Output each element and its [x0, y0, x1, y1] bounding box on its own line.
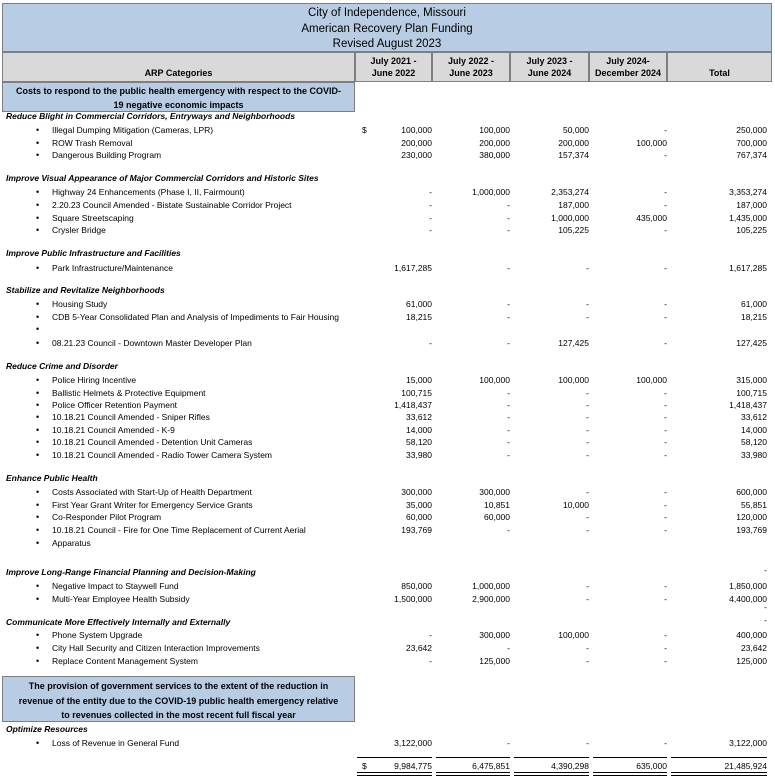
- amount-col2: 10,851: [484, 500, 510, 510]
- line-item: [0, 224, 775, 236]
- amount-col2: 300,000: [479, 630, 510, 640]
- amount-col3: 10,000: [563, 500, 589, 510]
- amount-col2: -: [507, 412, 510, 422]
- amount-col4: 435,000: [636, 213, 667, 223]
- bullet-icon: •: [36, 400, 40, 410]
- amount-total: 700,000: [736, 138, 767, 148]
- amount-col4: -: [664, 200, 667, 210]
- amount-col3: -: [586, 643, 589, 653]
- amount-total: 1,435,000: [729, 213, 767, 223]
- bullet-icon: •: [36, 375, 40, 385]
- amount-col3: -: [586, 425, 589, 435]
- line-item-label: Costs Associated with Start-Up of Health Department: [52, 487, 252, 497]
- title-program: American Recovery Plan Funding: [301, 22, 473, 35]
- line-item-label: Police Hiring Incentive: [52, 375, 137, 385]
- line-item-label: Co-Responder Pilot Program: [52, 512, 162, 522]
- line-item: [0, 642, 775, 654]
- amount-col4: -: [664, 263, 667, 273]
- amount-col3: -: [586, 656, 589, 666]
- bullet-icon: •: [36, 500, 40, 510]
- bullet-icon: •: [36, 213, 40, 223]
- amount-total: 55,851: [741, 500, 767, 510]
- line-item: [0, 511, 775, 523]
- section1-line2: 19 negative economic impacts: [113, 100, 244, 110]
- category-heading: Improve Public Infrastructure and Facilities: [6, 248, 181, 258]
- title-revision: Revised August 2023: [332, 38, 442, 50]
- total-rule: [593, 757, 667, 758]
- amount-col3: -: [586, 738, 589, 748]
- amount-col2: -: [507, 450, 510, 460]
- title-city: City of Independence, Missouri: [308, 7, 466, 19]
- line-item-label: Police Officer Retention Payment: [52, 400, 178, 410]
- amount-col4: -: [664, 225, 667, 235]
- amount-total: 767,374: [736, 150, 767, 160]
- total-rule: [514, 757, 589, 758]
- amount-col4: -: [664, 630, 667, 640]
- amount-col4: -: [664, 187, 667, 197]
- header-col2: [432, 52, 510, 82]
- line-item-label: Crysler Bridge: [52, 225, 106, 235]
- line-item-label: Square Streetscaping: [52, 213, 134, 223]
- amount-col3: -: [586, 400, 589, 410]
- amount-col3: -: [586, 312, 589, 322]
- amount-col2: -: [507, 338, 510, 348]
- line-item: [0, 411, 775, 423]
- line-item-label: City Hall Security and Citizen Interaction Improvements: [52, 643, 260, 653]
- total-rule: [671, 757, 767, 758]
- bullet-icon: •: [36, 263, 40, 273]
- header-col4: [589, 52, 667, 82]
- amount-col1: 1,500,000: [394, 594, 432, 604]
- header-total-label: Total: [709, 68, 730, 78]
- bullet-icon: •: [36, 525, 40, 535]
- line-item-label: 2.20.23 Council Amended - Bistate Sustainable Corridor Project: [52, 200, 292, 210]
- dollar-sign: $: [362, 125, 367, 135]
- amount-col4: -: [664, 643, 667, 653]
- totals-row: [0, 760, 775, 772]
- line-item: [0, 262, 775, 274]
- amount-col2: -: [507, 425, 510, 435]
- amount-col1: -: [429, 225, 432, 235]
- total-double-rule: [357, 772, 432, 776]
- line-item: [0, 737, 775, 749]
- section2-line2: revenue of the entity due to the COVID-19 public health emergency relative: [18, 695, 339, 706]
- line-item: [0, 124, 775, 136]
- amount-col3: 100,000: [558, 375, 589, 385]
- amount-col2: -: [507, 437, 510, 447]
- amount-total: 1,418,437: [729, 400, 767, 410]
- line-item-label-continued: Apparatus: [52, 538, 91, 548]
- line-item: [0, 436, 775, 448]
- amount-col4: -: [664, 400, 667, 410]
- line-item: [0, 449, 775, 461]
- category-heading: Optimize Resources: [6, 724, 88, 734]
- line-item-label: Loss of Revenue in General Fund: [52, 738, 180, 748]
- bullet-icon: •: [36, 225, 40, 235]
- line-item-label: Negative Impact to Staywell Fund: [52, 581, 179, 591]
- header-col3-line2: June 2024: [527, 68, 572, 78]
- line-item: [0, 311, 775, 323]
- header-total: [667, 52, 772, 82]
- bullet-icon: •: [36, 187, 40, 197]
- bullet-icon: •: [36, 412, 40, 422]
- amount-col4: -: [664, 738, 667, 748]
- amount-col2: -: [507, 388, 510, 398]
- line-item-label: 10.18.21 Council Amended - Detention Unit Cameras: [52, 437, 253, 447]
- line-item-label: Replace Content Management System: [52, 656, 198, 666]
- header-col2-line2: June 2023: [449, 68, 493, 78]
- bullet-icon: •: [36, 512, 40, 522]
- header-col4-line1: July 2024-: [606, 56, 650, 66]
- amount-col3: -: [586, 450, 589, 460]
- line-item: [0, 337, 775, 349]
- amount-col4: -: [664, 412, 667, 422]
- line-item: [0, 399, 775, 411]
- bullet-icon: •: [36, 425, 40, 435]
- amount-col4: -: [664, 437, 667, 447]
- line-item: [0, 387, 775, 399]
- amount-col1: 3,122,000: [394, 738, 432, 748]
- amount-col1: -: [429, 213, 432, 223]
- amount-col1: 1,617,285: [394, 263, 432, 273]
- header-col1: [355, 52, 432, 82]
- amount-col2: 2,900,000: [472, 594, 510, 604]
- amount-col2: -: [507, 213, 510, 223]
- line-item-label: 10.18.21 Council Amended - K-9: [52, 425, 175, 435]
- amount-col4: -: [664, 594, 667, 604]
- amount-total: 193,769: [736, 525, 767, 535]
- amount-total: 120,000: [736, 512, 767, 522]
- stray-dash: -: [764, 602, 767, 612]
- line-item: [0, 655, 775, 667]
- amount-col1: -: [429, 200, 432, 210]
- amount-col2: 1,000,000: [472, 187, 510, 197]
- amount-col1: -: [429, 630, 432, 640]
- line-item-label: Multi-Year Employee Health Subsidy: [52, 594, 190, 604]
- amount-col1: 33,612: [406, 412, 432, 422]
- section1-line1: Costs to respond to the public health emergency with respect to the COVID-: [15, 86, 342, 96]
- bullet-icon: •: [36, 450, 40, 460]
- line-item: [0, 137, 775, 149]
- line-item: [0, 486, 775, 498]
- amount-total: 4,400,000: [729, 594, 767, 604]
- bullet-icon: •: [36, 312, 40, 322]
- amount-col3: -: [586, 437, 589, 447]
- bullet-icon: •: [36, 487, 40, 497]
- line-item-label: Dangerous Building Program: [52, 150, 162, 160]
- amount-col1: -: [429, 187, 432, 197]
- line-item-label: Ballistic Helmets & Protective Equipment: [52, 388, 206, 398]
- amount-col3: 1,000,000: [551, 213, 589, 223]
- amount-col2: -: [507, 200, 510, 210]
- bullet-icon: •: [36, 150, 40, 160]
- grand-total: 21,485,924: [724, 761, 767, 771]
- amount-col1: 200,000: [401, 138, 432, 148]
- amount-col4: -: [664, 525, 667, 535]
- amount-col3: -: [586, 594, 589, 604]
- bullet-icon: •: [36, 581, 40, 591]
- bullet-icon: •: [36, 738, 40, 748]
- amount-col1: 300,000: [401, 487, 432, 497]
- amount-col2: 1,000,000: [472, 581, 510, 591]
- bullet-icon: •: [36, 125, 40, 135]
- total-double-rule: [593, 772, 667, 776]
- amount-col3: 100,000: [558, 630, 589, 640]
- title-block: [2, 3, 772, 52]
- line-item-label: Park Infrastructure/Maintenance: [52, 263, 173, 273]
- amount-col3: 187,000: [558, 200, 589, 210]
- bullet-icon: •: [36, 200, 40, 210]
- amount-col3: 50,000: [563, 125, 589, 135]
- amount-col3: -: [586, 487, 589, 497]
- line-item: [0, 374, 775, 386]
- amount-col2: 100,000: [479, 375, 510, 385]
- amount-col2: -: [507, 643, 510, 653]
- amount-col1: 23,642: [406, 643, 432, 653]
- header-category: [2, 52, 355, 82]
- amount-col3: 105,225: [558, 225, 589, 235]
- amount-col4: -: [664, 512, 667, 522]
- amount-col2: -: [507, 299, 510, 309]
- total-col4: 635,000: [636, 761, 667, 771]
- amount-col4: -: [664, 388, 667, 398]
- stray-dash: -: [764, 565, 767, 575]
- amount-col2: -: [507, 225, 510, 235]
- amount-col1: 100,715: [401, 388, 432, 398]
- amount-col1: 60,000: [406, 512, 432, 522]
- bullet-continuation: [0, 323, 775, 335]
- amount-col4: -: [664, 299, 667, 309]
- amount-total: 105,225: [736, 225, 767, 235]
- amount-col4: -: [664, 312, 667, 322]
- amount-col3: -: [586, 263, 589, 273]
- total-double-rule: [671, 772, 767, 776]
- amount-col4: -: [664, 125, 667, 135]
- bullet-icon: •: [36, 538, 40, 548]
- amount-col1: 15,000: [406, 375, 432, 385]
- amount-total: 187,000: [736, 200, 767, 210]
- line-item-label: 08.21.23 Council - Downtown Master Developer Plan: [52, 338, 252, 348]
- amount-col1: 1,418,437: [394, 400, 432, 410]
- amount-col3: 2,353,274: [551, 187, 589, 197]
- amount-col2: -: [507, 263, 510, 273]
- category-heading: Communicate More Effectively Internally and Externally: [6, 617, 231, 627]
- amount-total: 3,353,274: [729, 187, 767, 197]
- amount-col1: -: [429, 656, 432, 666]
- bullet-icon: •: [36, 630, 40, 640]
- header-col1-line1: July 2021 -: [370, 56, 417, 66]
- totals-dollar-sign: $: [362, 761, 367, 771]
- category-heading: Reduce Blight in Commercial Corridors, Entryways and Neighborhoods: [6, 111, 296, 121]
- line-item: [0, 580, 775, 592]
- header-col1-line2: June 2022: [371, 68, 416, 78]
- amount-total: 18,215: [741, 312, 767, 322]
- amount-col3: -: [586, 525, 589, 535]
- amount-total: 61,000: [741, 299, 767, 309]
- amount-col1: 18,215: [406, 312, 432, 322]
- amount-col1: 33,980: [406, 450, 432, 460]
- amount-col2: 300,000: [479, 487, 510, 497]
- category-heading: Stabilize and Revitalize Neighborhoods: [6, 285, 165, 295]
- category-heading: Improve Long-Range Financial Planning and Decision-Making: [6, 567, 256, 577]
- amount-total: 1,617,285: [729, 263, 767, 273]
- section-revenue-loss: [2, 676, 355, 722]
- line-item: [0, 298, 775, 310]
- amount-col3: -: [586, 299, 589, 309]
- amount-col2: 60,000: [484, 512, 510, 522]
- amount-col4: 100,000: [636, 375, 667, 385]
- amount-total: 400,000: [736, 630, 767, 640]
- total-col2: 6,475,851: [472, 761, 510, 771]
- amount-col1: 100,000: [401, 125, 432, 135]
- amount-col4: -: [664, 425, 667, 435]
- total-col1: 9,984,775: [394, 761, 432, 771]
- section2-line1: The provision of government services to the extent of the reduction in: [28, 681, 329, 691]
- line-item: [0, 186, 775, 198]
- amount-col3: -: [586, 412, 589, 422]
- amount-total: 23,642: [741, 643, 767, 653]
- bullet-icon: •: [36, 299, 40, 309]
- category-heading: Enhance Public Health: [6, 473, 98, 483]
- line-item: [0, 524, 775, 536]
- line-item-label: Housing Study: [52, 299, 108, 309]
- bullet-icon: •: [36, 338, 40, 348]
- amount-col4: -: [664, 150, 667, 160]
- line-item-label: CDB 5-Year Consolidated Plan and Analysis of Impediments to Fair Housing: [52, 312, 339, 322]
- header-col3-line1: July 2023 -: [526, 56, 573, 66]
- amount-total: 127,425: [736, 338, 767, 348]
- amount-col1: 14,000: [406, 425, 432, 435]
- header-col3: [510, 52, 589, 82]
- line-item: [0, 499, 775, 511]
- amount-col2: -: [507, 738, 510, 748]
- amount-col1: -: [429, 338, 432, 348]
- bullet-icon: •: [36, 656, 40, 666]
- line-item: [0, 212, 775, 224]
- amount-col4: -: [664, 338, 667, 348]
- amount-col4: -: [664, 500, 667, 510]
- total-double-rule: [514, 772, 589, 776]
- amount-total: 315,000: [736, 375, 767, 385]
- line-item-label: First Year Grant Writer for Emergency Service Grants: [52, 500, 253, 510]
- amount-col2: -: [507, 312, 510, 322]
- section2-line3: to revenues collected in the most recent full fiscal year: [61, 710, 296, 720]
- amount-total: 600,000: [736, 487, 767, 497]
- amount-col1: 193,769: [401, 525, 432, 535]
- amount-col4: -: [664, 450, 667, 460]
- amount-col2: -: [507, 525, 510, 535]
- bullet-icon: •: [36, 388, 40, 398]
- line-item: [0, 593, 775, 605]
- category-heading: Improve Visual Appearance of Major Commercial Corridors and Historic Sites: [6, 173, 319, 183]
- bullet-icon: •: [36, 594, 40, 604]
- total-double-rule: [436, 772, 510, 776]
- amount-col3: 157,374: [558, 150, 589, 160]
- amount-col1: 58,120: [406, 437, 432, 447]
- amount-total: 33,980: [741, 450, 767, 460]
- section-public-health-response: [2, 82, 355, 112]
- amount-col3: -: [586, 581, 589, 591]
- bullet-icon: •: [36, 138, 40, 148]
- amount-col1: 35,000: [406, 500, 432, 510]
- header-col4-line2: December 2024: [594, 68, 662, 78]
- amount-col3: -: [586, 512, 589, 522]
- amount-col1: 850,000: [401, 581, 432, 591]
- amount-col4: 100,000: [636, 138, 667, 148]
- bullet-icon: •: [36, 324, 40, 334]
- amount-col2: 100,000: [479, 125, 510, 135]
- line-item: [0, 199, 775, 211]
- line-item: [0, 149, 775, 161]
- line-item-label: ROW Trash Removal: [52, 138, 133, 148]
- amount-total: 3,122,000: [729, 738, 767, 748]
- amount-col2: 200,000: [479, 138, 510, 148]
- amount-col1: 230,000: [401, 150, 432, 160]
- amount-total: 1,850,000: [729, 581, 767, 591]
- amount-total: 14,000: [741, 425, 767, 435]
- bullet-icon: •: [36, 643, 40, 653]
- header-col2-line1: July 2022 -: [447, 56, 495, 66]
- amount-total: 33,612: [741, 412, 767, 422]
- line-item-label: Illegal Dumping Mitigation (Cameras, LPR): [52, 125, 214, 135]
- total-rule: [436, 757, 510, 758]
- line-item-wrap: [0, 537, 775, 549]
- category-heading: Reduce Crime and Disorder: [6, 361, 118, 371]
- amount-total: 100,715: [736, 388, 767, 398]
- line-item-label: 10.18.21 Council Amended - Sniper Rifles: [52, 412, 210, 422]
- amount-col3: -: [586, 388, 589, 398]
- line-item-label: Highway 24 Enhancements (Phase I, II, Fairmount): [52, 187, 245, 197]
- amount-col4: -: [664, 656, 667, 666]
- amount-col2: 380,000: [479, 150, 510, 160]
- amount-col4: -: [664, 487, 667, 497]
- amount-col3: 200,000: [558, 138, 589, 148]
- amount-col3: 127,425: [558, 338, 589, 348]
- line-item-label: 10.18.21 Council - Fire for One Time Replacement of Current Aerial: [52, 525, 306, 535]
- amount-total: 250,000: [736, 125, 767, 135]
- amount-col1: 61,000: [406, 299, 432, 309]
- amount-total: 125,000: [736, 656, 767, 666]
- amount-total: 58,120: [741, 437, 767, 447]
- total-col3: 4,390,298: [551, 761, 589, 771]
- header-category-label: ARP Categories: [144, 68, 213, 78]
- line-item-label: 10.18.21 Council Amended - Radio Tower Camera System: [52, 450, 273, 460]
- stray-dash: -: [764, 615, 767, 625]
- amount-col4: -: [664, 581, 667, 591]
- amount-col2: -: [507, 400, 510, 410]
- bullet-icon: •: [36, 437, 40, 447]
- line-item: [0, 629, 775, 641]
- amount-col2: 125,000: [479, 656, 510, 666]
- line-item: [0, 424, 775, 436]
- total-rule: [357, 757, 432, 758]
- line-item-label: Phone System Upgrade: [52, 630, 143, 640]
